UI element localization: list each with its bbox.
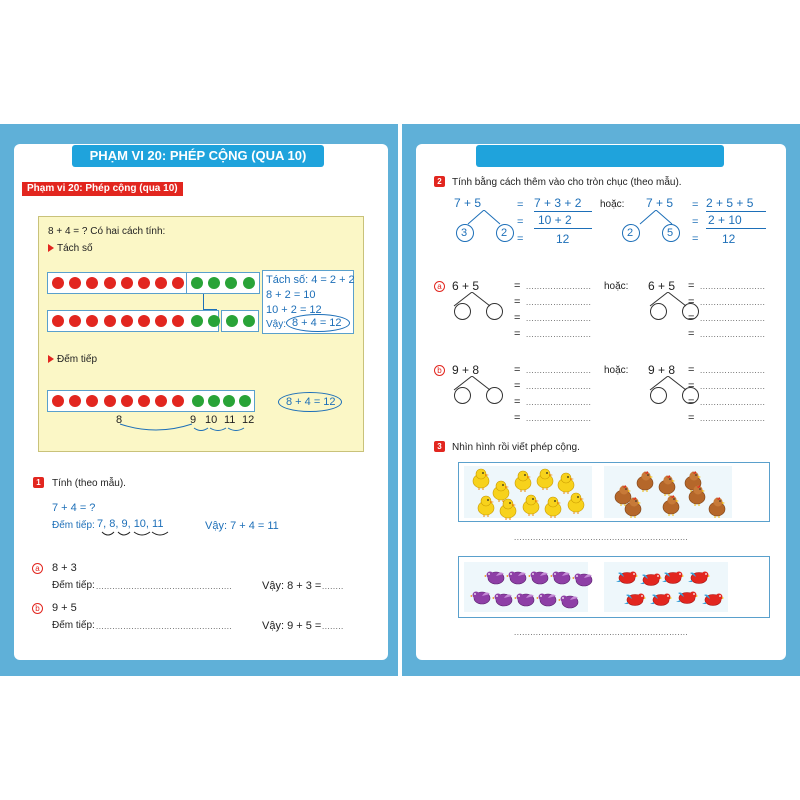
part-a-answer-line[interactable]: .................................................. xyxy=(96,582,233,591)
part-b-eq-right-0: = xyxy=(688,364,695,376)
exercise-1-title: Tính (theo mẫu). xyxy=(52,478,126,489)
dem-tiep-arcs xyxy=(100,530,170,540)
sample1-c1: 3 xyxy=(461,227,468,239)
part-b-eq-left-1: = xyxy=(514,380,521,392)
sample1-line-2: 10 + 2 xyxy=(538,213,572,227)
hen-icon xyxy=(706,496,728,518)
part-b-answer-line[interactable]: .................................................. xyxy=(96,622,233,631)
part-b-result-line[interactable]: ........ xyxy=(322,622,344,631)
right-page-banner xyxy=(476,145,724,167)
part-a-expr: 8 + 3 xyxy=(52,562,77,574)
hen-icon xyxy=(622,496,644,518)
part-b-dem-tiep: Đếm tiếp: xyxy=(52,620,95,631)
hen-icon xyxy=(634,470,656,492)
red-dot xyxy=(121,395,133,407)
part-b-answer-left-3[interactable]: ........................ xyxy=(526,414,592,423)
green-dot xyxy=(239,395,251,407)
eq-4: = xyxy=(692,199,699,211)
part-a-marker: a xyxy=(32,563,43,574)
green-dot xyxy=(191,315,203,327)
arrow-icon xyxy=(48,244,54,252)
part-a-answer-left-0[interactable]: ........................ xyxy=(526,282,592,291)
part-a-vay: Vậy: 8 + 3 = xyxy=(262,580,322,592)
part-a-eq-right-2: = xyxy=(688,312,695,324)
red-bird-icon xyxy=(624,588,646,610)
part-b-eq-right-2: = xyxy=(688,396,695,408)
part-b-hoac: hoặc: xyxy=(604,365,629,376)
chick-icon xyxy=(475,495,497,517)
purple-bird-icon xyxy=(470,586,492,608)
part-b-expr: 9 + 5 xyxy=(52,602,77,614)
count-start: 8 xyxy=(116,414,123,426)
part-a-eq-right-0: = xyxy=(688,280,695,292)
red-dot xyxy=(121,277,133,289)
part-b-answer-right-2[interactable]: ........................ xyxy=(700,398,766,407)
chick-icon xyxy=(470,468,492,490)
picture-1-answer-line[interactable]: ................................................................ xyxy=(514,533,689,542)
sample1-line-3: 12 xyxy=(556,232,570,246)
eq-3: = xyxy=(517,233,524,245)
part-a-expr-right: 6 + 5 xyxy=(648,279,676,293)
red-dot xyxy=(138,277,150,289)
part-b-eq-right-1: = xyxy=(688,380,695,392)
eq-6: = xyxy=(692,233,699,245)
page-title: PHẠM VI 20: PHÉP CỘNG (QUA 10) xyxy=(72,145,324,167)
part-a-expr-left: 6 + 5 xyxy=(452,279,480,293)
sample2-line-1: 2 + 5 + 5 xyxy=(706,196,754,210)
part-a-circle-1-right[interactable] xyxy=(650,303,667,320)
eq-2: = xyxy=(517,216,524,228)
part-b-vay: Vậy: 9 + 5 = xyxy=(262,620,322,632)
page-number-right: 13 xyxy=(768,646,779,656)
red-bird-icon xyxy=(676,586,698,608)
arrow-icon xyxy=(48,355,54,363)
red-bird-icon xyxy=(702,588,724,610)
count-step-2: 10 xyxy=(205,414,218,426)
tach-so-line-2: 8 + 2 = 10 xyxy=(266,289,316,301)
part-a-eq-left-2: = xyxy=(514,312,521,324)
red-dot xyxy=(138,315,150,327)
part-a-eq-right-1: = xyxy=(688,296,695,308)
part-b-answer-left-0[interactable]: ........................ xyxy=(526,366,592,375)
purple-bird-icon xyxy=(506,566,528,588)
part-b-circle-2-left[interactable] xyxy=(486,387,503,404)
sample2-c1: 2 xyxy=(627,227,634,239)
red-dot xyxy=(52,395,64,407)
purple-bird-icon xyxy=(572,568,594,590)
exercise-3-number: 3 xyxy=(434,441,445,452)
part-b-expr-right: 9 + 8 xyxy=(648,363,676,377)
part-a-answer-right-2[interactable]: ........................ xyxy=(700,314,766,323)
chick-icon xyxy=(555,472,577,494)
part-b-eq-left-3: = xyxy=(514,412,521,424)
exercise-1-number: 1 xyxy=(33,477,44,488)
part-b-marker: b xyxy=(32,603,43,614)
red-bird-icon xyxy=(650,588,672,610)
method-dem-tiep-label: Đếm tiếp xyxy=(57,354,98,365)
page-number-left: 12 xyxy=(22,646,33,656)
sample-vay-label: Vậy: xyxy=(205,520,228,532)
count-step-3: 11 xyxy=(224,414,236,426)
part-b-circle-1-right[interactable] xyxy=(650,387,667,404)
part-b-answer-right-1[interactable]: ........................ xyxy=(700,382,766,391)
purple-bird-icon xyxy=(514,588,536,610)
purple-bird-icon xyxy=(484,566,506,588)
red-dot xyxy=(121,315,133,327)
green-dot xyxy=(226,315,238,327)
picture-2-answer-line[interactable]: ................................................................ xyxy=(514,628,689,637)
intro-question: 8 + 4 = ? Có hai cách tính: xyxy=(48,226,166,237)
green-dot xyxy=(192,395,204,407)
sample1-expr: 7 + 5 xyxy=(454,196,482,210)
hoac-1: hoặc: xyxy=(600,199,625,210)
red-dot xyxy=(52,315,64,327)
hen-icon xyxy=(656,474,678,496)
red-dot xyxy=(104,315,116,327)
red-bird-icon xyxy=(688,566,710,588)
eq-1: = xyxy=(517,199,524,211)
part-b-answer-right-3[interactable]: ........................ xyxy=(700,414,766,423)
red-bird-icon xyxy=(616,566,638,588)
sample2-c2: 5 xyxy=(667,227,674,239)
tach-so-line-1: Tách số: 4 = 2 + 2 xyxy=(266,274,355,286)
chick-icon xyxy=(565,492,587,514)
exercise-1-sample: 7 + 4 = ? xyxy=(52,502,96,514)
tach-so-line-3: 10 + 2 = 12 xyxy=(266,304,322,316)
sample2-line-3: 12 xyxy=(722,232,736,246)
exercise-3-title: Nhìn hình rồi viết phép cộng. xyxy=(452,442,580,453)
exercise-2-title: Tính bằng cách thêm vào cho tròn chục (theo mẫu). xyxy=(452,177,682,188)
chick-icon xyxy=(520,494,542,516)
sample2-line-2: 2 + 10 xyxy=(708,213,742,227)
count-arcs xyxy=(118,420,258,434)
method-tach-so xyxy=(48,243,93,254)
chick-icon xyxy=(542,496,564,518)
exercise-2-number: 2 xyxy=(434,176,445,187)
part-a-circle-1-left[interactable] xyxy=(454,303,471,320)
sample2-rule-2 xyxy=(706,228,766,229)
part-a-answer-left-2[interactable]: ........................ xyxy=(526,314,592,323)
part-a-answer-right-1[interactable]: ........................ xyxy=(700,298,766,307)
part-a-dem-tiep: Đếm tiếp: xyxy=(52,580,95,591)
purple-bird-icon xyxy=(492,588,514,610)
purple-bird-icon xyxy=(528,566,550,588)
count-result: 8 + 4 = 12 xyxy=(286,396,336,408)
green-dot xyxy=(208,395,220,407)
red-dot xyxy=(104,277,116,289)
red-bird-icon xyxy=(662,566,684,588)
sample-vay xyxy=(205,520,279,532)
red-dot xyxy=(138,395,150,407)
part-b-answer-left-2[interactable]: ........................ xyxy=(526,398,592,407)
count-step-4: 12 xyxy=(242,414,255,426)
part-b-eq-left-2: = xyxy=(514,396,521,408)
red-dot xyxy=(52,277,64,289)
part-a-answer-left-3[interactable]: ........................ xyxy=(526,330,592,339)
sample2-rule-1 xyxy=(706,211,766,212)
part-a-answer-right-3[interactable]: ........................ xyxy=(700,330,766,339)
dem-tiep-values: 7, 8, 9, 10, 11 xyxy=(97,518,164,530)
part-a-marker: a xyxy=(434,281,445,292)
purple-bird-icon xyxy=(550,566,572,588)
purple-bird-icon xyxy=(536,588,558,610)
count-step-1: 9 xyxy=(190,414,197,426)
dem-tiep-label: Đếm tiếp: xyxy=(52,520,95,531)
sample1-c2: 2 xyxy=(501,227,508,239)
section-tag: Phạm vi 20: Phép cộng (qua 10) xyxy=(22,182,183,196)
vay-result: 8 + 4 = 12 xyxy=(292,317,342,329)
part-b-answer-left-1[interactable]: ........................ xyxy=(526,382,592,391)
part-b-circle-1-left[interactable] xyxy=(454,387,471,404)
part-b-answer-right-0[interactable]: ........................ xyxy=(700,366,766,375)
sample2-expr: 7 + 5 xyxy=(646,196,674,210)
part-b-eq-right-3: = xyxy=(688,412,695,424)
chick-icon xyxy=(497,498,519,520)
part-a-eq-left-3: = xyxy=(514,328,521,340)
part-a-result-line[interactable]: ........ xyxy=(322,582,344,591)
red-dot xyxy=(104,395,116,407)
part-a-eq-right-3: = xyxy=(688,328,695,340)
green-dot xyxy=(223,395,235,407)
method-dem-tiep xyxy=(48,354,97,365)
hen-icon xyxy=(660,494,682,516)
part-a-answer-right-0[interactable]: ........................ xyxy=(700,282,766,291)
eq-5: = xyxy=(692,216,699,228)
sample1-rule-2 xyxy=(534,228,592,229)
chick-icon xyxy=(512,470,534,492)
method-tach-so-label: Tách số xyxy=(57,243,93,254)
green-dot xyxy=(243,277,255,289)
red-bird-icon xyxy=(640,568,662,590)
hen-icon xyxy=(686,484,708,506)
part-a-circle-2-left[interactable] xyxy=(486,303,503,320)
sample-vay-value: 7 + 4 = 11 xyxy=(230,520,279,532)
part-b-expr-left: 9 + 8 xyxy=(452,363,480,377)
green-dot xyxy=(191,277,203,289)
vay-label: Vậy: xyxy=(266,319,287,330)
chick-icon xyxy=(534,468,556,490)
purple-bird-icon xyxy=(558,590,580,612)
part-a-answer-left-1[interactable]: ........................ xyxy=(526,298,592,307)
part-b-eq-left-0: = xyxy=(514,364,521,376)
part-a-eq-left-0: = xyxy=(514,280,521,292)
split-connector xyxy=(203,294,217,310)
sample1-rule-1 xyxy=(534,211,592,212)
sample1-line-1: 7 + 3 + 2 xyxy=(534,196,582,210)
part-a-eq-left-1: = xyxy=(514,296,521,308)
part-a-hoac: hoặc: xyxy=(604,281,629,292)
part-b-marker: b xyxy=(434,365,445,376)
